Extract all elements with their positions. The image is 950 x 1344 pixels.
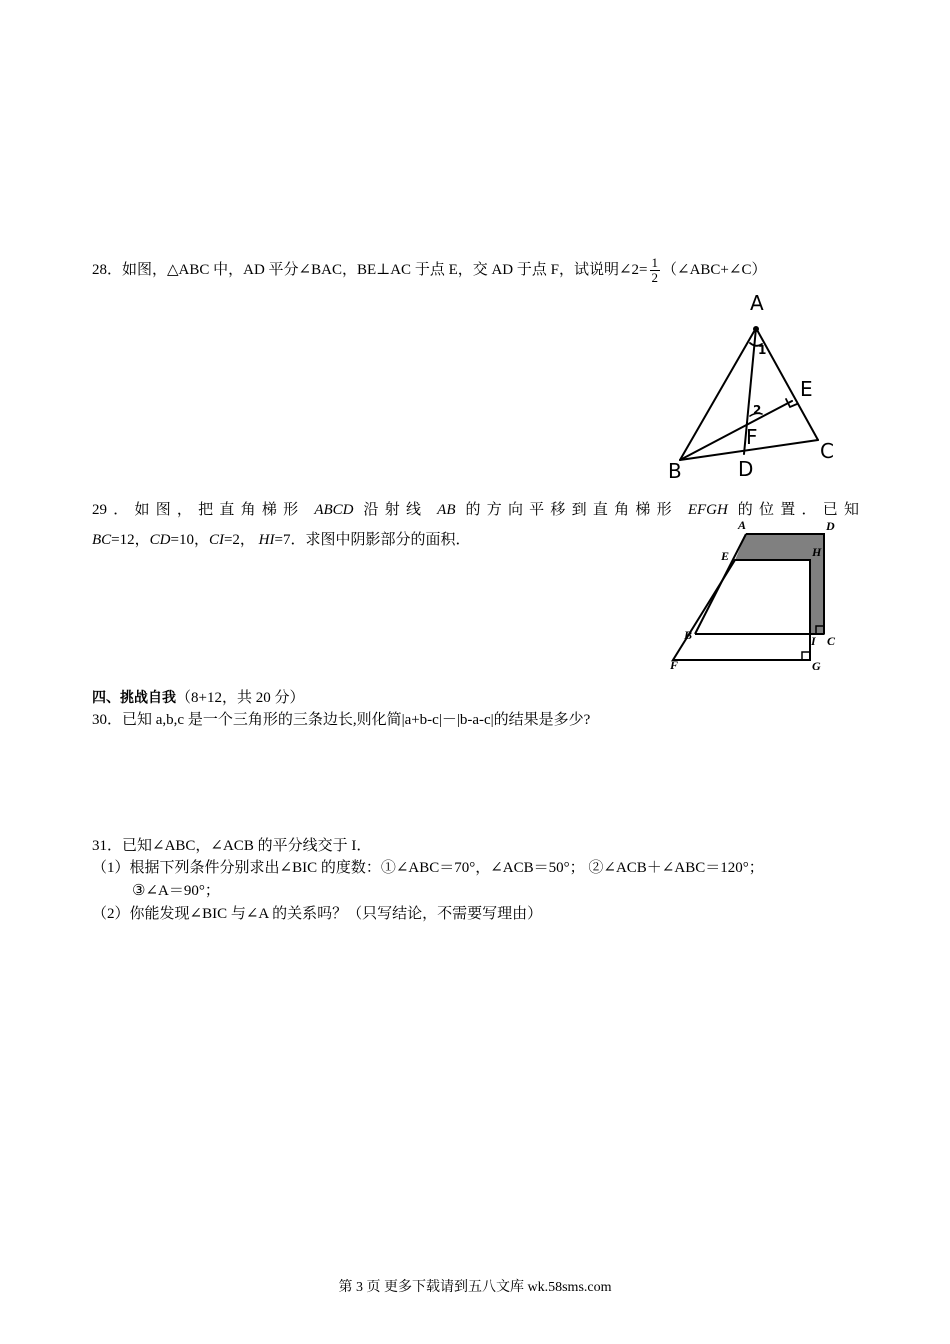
point-a-dot (753, 326, 759, 332)
label-d: D (738, 457, 754, 481)
question-30: 30．已知 a,b,c 是一个三角形的三条边长,则化简|a+b-c|－|b-a-c|的结果是多少? (92, 712, 591, 728)
q29-ab: AB (437, 502, 456, 518)
fraction-denominator: 2 (651, 270, 659, 285)
label-g: G (812, 659, 821, 673)
q29-hi-value: =7．求图中阴影部分的面积． (274, 532, 471, 548)
figure-29-trapezoid (664, 516, 854, 676)
q29-text-1: 29．如图，把直角梯形 (92, 502, 305, 518)
q29-text-4: 的位置．已知 (737, 502, 859, 518)
fraction-half (650, 256, 661, 285)
q29-cd: CD (149, 532, 171, 548)
label-c: C (820, 439, 834, 463)
label-c: C (827, 634, 836, 648)
question-31-part1-cont: ③∠A＝90°； (132, 883, 220, 899)
q29-ci-value: =2， (223, 532, 255, 548)
section-4-title: 四、挑战自我 (92, 690, 176, 706)
label-d: D (826, 519, 835, 533)
label-e: E (721, 549, 730, 563)
trapezoid-efgh (673, 560, 810, 660)
q29-ci: CI (208, 532, 224, 548)
label-b: B (684, 628, 693, 642)
figure-28-triangle (650, 288, 870, 484)
label-b: B (668, 459, 682, 483)
section-4-heading (92, 686, 304, 707)
q29-cd-value: =10， (170, 532, 209, 548)
label-f: F (670, 658, 679, 672)
label-i: I (811, 634, 816, 648)
question-28 (92, 256, 766, 285)
q29-bc-value: =12， (111, 532, 150, 548)
question-31-stem: 31．已知∠ABC，∠ACB 的平分线交于 I． (92, 838, 372, 854)
q29-abcd: ABCD (314, 502, 354, 518)
question-31-part1: （1）根据下列条件分别求出∠BIC 的度数：①∠ABC＝70°，∠ACB＝50°； ②∠ACB＋∠ABC＝120°； (92, 860, 764, 876)
q29-efgh: EFGH (687, 502, 728, 518)
question-31-part2: （2）你能发现∠BIC 与∠A 的关系吗？（只写结论，不需要写理由） (92, 906, 543, 922)
label-h: H (812, 545, 822, 559)
label-a: A (750, 291, 764, 315)
label-a: A (738, 518, 747, 532)
fraction-numerator: 1 (651, 255, 659, 270)
page-footer: 第 3 页 更多下载请到五八文库 wk.58sms.com (338, 1280, 612, 1295)
label-angle-1: 1 (758, 343, 767, 357)
section-4-score: （8+12，共 20 分） (176, 690, 305, 706)
q29-text-3: 的方向平移到直角梯形 (465, 502, 678, 518)
q28-text-after: （∠ABC+∠C） (662, 261, 767, 278)
label-e: E (800, 377, 813, 401)
label-f: F (746, 425, 758, 449)
q28-text: 28．如图，△ABC 中，AD 平分∠BAC，BE⊥AC 于点 E，交 AD 于点 F，试说明∠2= (92, 261, 648, 278)
right-angle-mark-g (802, 652, 810, 660)
label-angle-2: 2 (753, 403, 762, 417)
q29-bc: BC (92, 532, 112, 548)
q29-hi: HI (258, 532, 275, 548)
q29-text-2: 沿射线 (363, 502, 428, 518)
question-29-line2 (92, 528, 470, 549)
